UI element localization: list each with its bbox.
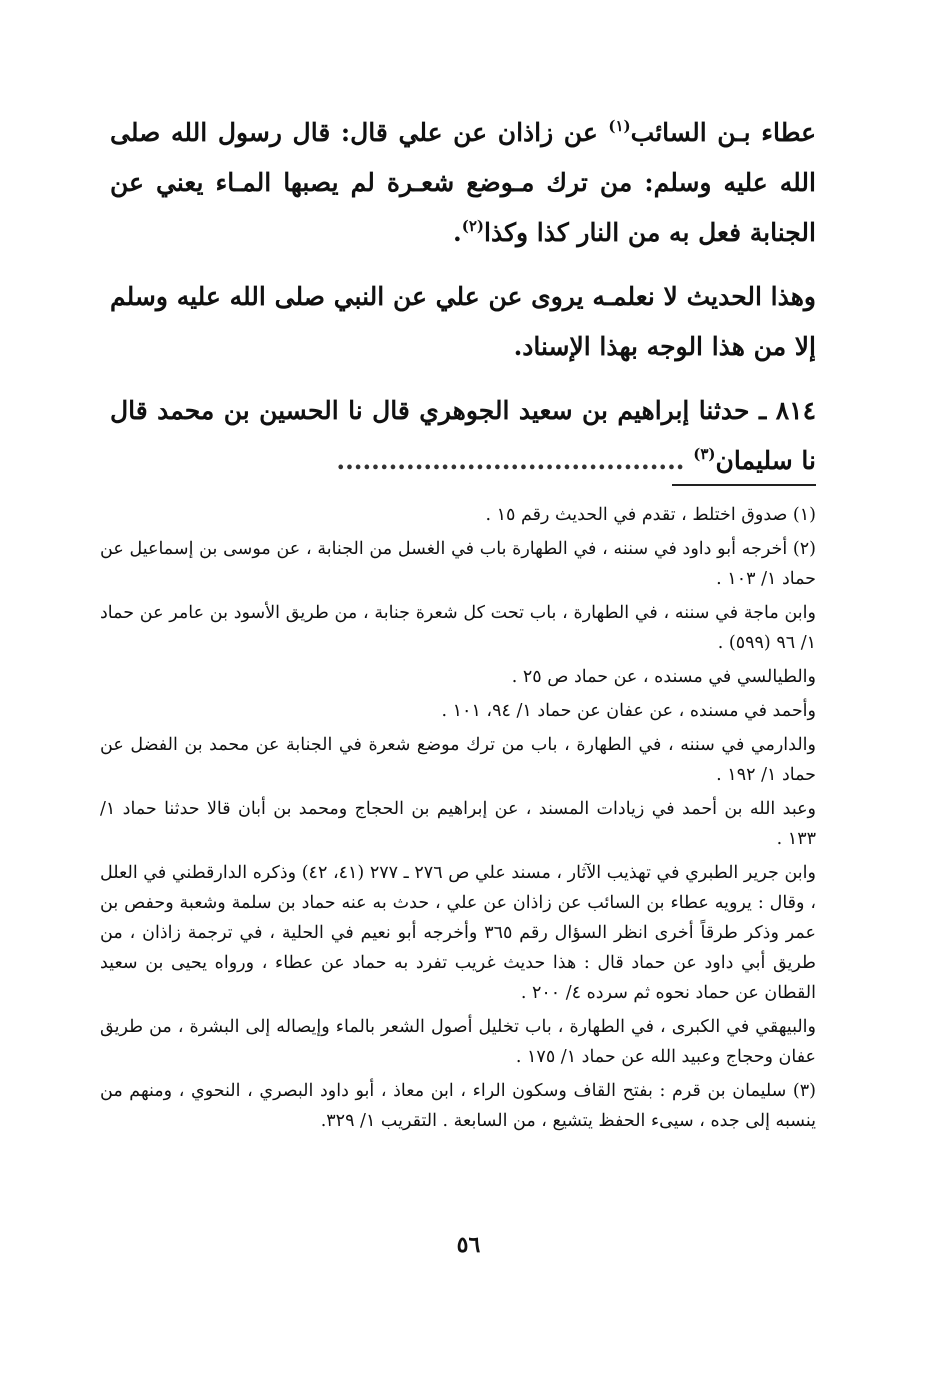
continuation-dots: ........................................ bbox=[336, 446, 685, 475]
footnote-3: (٣) سليمان بن قرم : بفتح القاف وسكون الراء ، ابن معاذ ، أبو داود البصري ، النحوي ، ومنهم من ينسبه إلى جده ، سيىء الحفظ يتشيع ، من السابعة . التقريب ١/ ٣٢٩. bbox=[100, 1081, 816, 1131]
main-text bbox=[110, 108, 816, 486]
footnote-separator bbox=[672, 484, 816, 486]
paragraph-hadith-814 bbox=[110, 386, 816, 486]
text-run: عطاء بـن السائب bbox=[630, 118, 817, 147]
footnote-ref-2[interactable]: (٢) bbox=[461, 217, 485, 235]
paragraph-hadith-text bbox=[110, 108, 816, 258]
text-run: . bbox=[453, 218, 462, 247]
footnote-2-source: والبيهقي في الكبرى ، في الطهارة ، باب تخليل أصول الشعر بالماء وإيصاله إلى البشرة ، من طريق عفان وحجاج وعبيد الله عن حماد ١/ ١٧٥ . bbox=[100, 1017, 816, 1067]
page-number: ٥٦ bbox=[456, 1232, 481, 1258]
footnote-ref-1[interactable]: (١) bbox=[608, 117, 631, 135]
footnote-2-source: والطيالسي في مسنده ، عن حماد ص ٢٥ . bbox=[511, 667, 816, 687]
hadith-number: ٨١٤ ـ bbox=[758, 396, 817, 425]
footnote-2: (٢) أخرجه أبو داود في سننه ، في الطهارة باب في الغسل من الجنابة ، عن موسى بن إسماعيل عن حماد ١/ ١٠٣ . bbox=[100, 539, 816, 589]
footnote-2-source: وابن جرير الطبري في تهذيب الآثار ، مسند علي ص ٢٧٦ ـ ٢٧٧ (٤١، ٤٢) وذكره الدارقطني في العلل ، وقال : يرويه عطاء بن السائب عن زاذان عن علي ، حدث به عنه حماد بن سلمة وشعبة وحفص بن عمر وذكر طرقاً أخرى انظر السؤال رقم ٣٦٥ وأخرجه أبو نعيم في الحلية ، في ترجمة زاذان ، من طريق أبي داود عن حماد قال : هذا حديث غريب تفرد به حماد عن عطاء ، ورواه يحيى بن سعيد القطان عن حماد نحوه ثم سرده ٤/ ٢٠٠ . bbox=[100, 863, 816, 1003]
footnote-2-source: والدارمي في سننه ، في الطهارة ، باب من ترك موضع شعرة في الجنابة عن محمد بن الفضل عن حماد ١/ ١٩٢ . bbox=[100, 735, 816, 785]
footnote-ref-3[interactable]: (٣) bbox=[693, 445, 716, 463]
text-run: حدثنا إبراهيم بن سعيد الجوهري قال نا الحسين بن محمد قال نا سليمان bbox=[110, 396, 816, 475]
footnote-1: (١) صدوق اختلط ، تقدم في الحديث رقم ١٥ . bbox=[485, 505, 816, 525]
footnote-2-source: وأحمد في مسنده ، عن عفان عن حماد ١/ ٩٤، ١٠١ . bbox=[441, 701, 816, 721]
footnote-2-source: وابن ماجة في سننه ، في الطهارة ، باب تحت كل شعرة جنابة ، من طريق الأسود بن عامر عن حماد ١/ ٩٦ (٥٩٩) . bbox=[100, 603, 816, 653]
paragraph-commentary: وهذا الحديث لا نعلمـه يروى عن علي عن النبي صلى الله عليه وسلم إلا من هذا الوجه بهذا الإسناد. bbox=[110, 282, 816, 361]
text-run: عن زاذان عن علي قال: قال رسول الله صلى الله عليه وسلم: من ترك مـوضع شعـرة لم يصبها المـاء يعني عن الجنابة فعل به من النار كذا وكذا bbox=[110, 118, 816, 247]
footnotes bbox=[100, 500, 816, 1136]
footnote-2-source: وعبد الله بن أحمد في زيادات المسند ، عن إبراهيم بن الحجاج ومحمد بن أبان قالا حدثنا حماد ١/ ١٣٣ . bbox=[100, 799, 816, 849]
